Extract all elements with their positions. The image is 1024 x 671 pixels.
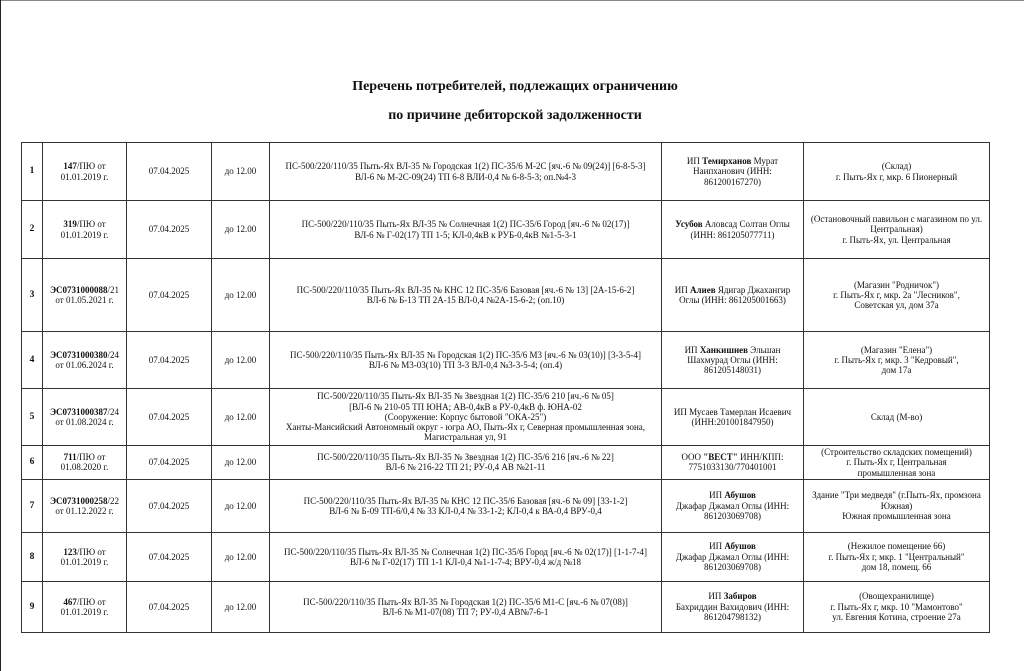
object-address (804, 259, 990, 332)
consumer-name: Темирханов (702, 156, 752, 167)
consumer-name: Ханкишиев (699, 344, 749, 355)
row-number: 6 (22, 446, 43, 480)
contract-number: 467 (63, 596, 77, 607)
supply-route (270, 201, 662, 259)
object-address (804, 143, 990, 201)
consumer-prefix: ИП Мусаев Тамерлан Исаевич (673, 406, 792, 417)
supply-route (270, 446, 662, 480)
document-subtitle: по причине дебиторской задолженности (388, 108, 642, 123)
table-row (22, 581, 990, 632)
contract-number: 711 (63, 452, 77, 463)
object-address (804, 201, 990, 259)
limit-date: 07.04.2025 (127, 332, 212, 389)
page-left-border (0, 0, 1, 671)
consumer-cell (662, 581, 804, 632)
supply-route-line: ВЛ-6 № Г-02(17) ТП 1-1 КЛ-0,4 №1-1-7-4; ВРУ-0,4 ж/д №18 (349, 556, 581, 567)
supply-route-line: ПС-500/220/110/35 Пыть-Ях ВЛ-35 № КНС 12 ПС-35/6 Базовая [яч.-6 № 13] [2А-15-6-2] (296, 284, 635, 295)
limit-time: до 12.00 (212, 479, 270, 532)
supply-route-line: ПС-500/220/110/35 Пыть-Ях ВЛ-35 № КНС 12 ПС-35/6 Базовая [яч.-6 № 09] [33-1-2] (303, 495, 628, 506)
supply-route (270, 143, 662, 201)
contract-date: от 01.08.2024 г. (55, 417, 114, 427)
object-address-line: Советская ул, дом 37а (854, 300, 939, 311)
consumer-prefix: ИП (708, 591, 724, 602)
limit-time: до 12.00 (212, 201, 270, 259)
supply-route (270, 389, 662, 446)
consumer-name: Усубов (675, 219, 703, 230)
supply-route-line: ВЛ-6 № 216-22 ТП 21; РУ-0,4 АВ №21-11 (385, 462, 546, 473)
contract-date: 01.01.2019 г. (60, 229, 109, 240)
limit-date: 07.04.2025 (127, 479, 212, 532)
limit-time: до 12.00 (212, 332, 270, 389)
object-address (804, 332, 990, 389)
table-row (22, 479, 990, 532)
consumer-cell (662, 332, 804, 389)
row-number: 9 (22, 581, 43, 632)
contract-cell (43, 143, 127, 201)
object-address-line: г. Пыть-Ях г, мкр. 6 Пионерный (835, 171, 958, 182)
contract-suffix: /24 (107, 406, 120, 417)
contract-number: ЭС0731000380 (49, 349, 108, 360)
contract-date: 01.01.2019 г. (60, 171, 109, 182)
consumer-details: Эльшан Шахмурад Оглы (ИНН: 861205148031) (687, 344, 781, 376)
limit-time: до 12.00 (212, 532, 270, 581)
row-number: 5 (22, 389, 43, 446)
limit-date: 07.04.2025 (127, 446, 212, 480)
supply-route-line: ПС-500/220/110/35 Пыть-Ях ВЛ-35 № Звездная 1(2) ПС-35/6 216 [яч.-6 № 22] (317, 452, 614, 463)
object-address-line: дом 17а (881, 365, 912, 376)
object-address-line: г. Пыть-Ях г, мкр. 3 "Кедровый", (834, 354, 959, 365)
object-address (804, 446, 990, 480)
supply-route-line: [ВЛ-6 № 210-05 ТП ЮНА; АВ-0,4кВ в РУ-0,4кВ ф. ЮНА-02 (349, 401, 582, 412)
contract-number: 319 (63, 219, 77, 230)
contract-date: 01.08.2020 г. (60, 462, 109, 473)
consumer-prefix: ООО (681, 452, 704, 463)
supply-route-line: ПС-500/220/110/35 Пыть-Ях ВЛ-35 № Солнечная 1(2) ПС-35/6 Город [яч.-6 № 02(17)] (301, 219, 630, 230)
contract-date: 01.01.2019 г. (60, 556, 109, 567)
contract-cell (43, 259, 127, 332)
supply-route-line: ВЛ-6 № М1-07(08) ТП 7; РУ-0,4 АВ№7-6-1 (382, 606, 549, 617)
contract-date: от 01.06.2024 г. (55, 360, 114, 370)
limit-time: до 12.00 (212, 143, 270, 201)
contract-cell (43, 581, 127, 632)
object-address-line: (Склад) (881, 161, 912, 172)
object-address-line: (Магазин "Елена") (860, 344, 933, 355)
object-address-line: промышленная зона (857, 467, 936, 478)
contract-number: ЭС0731000387 (49, 406, 108, 417)
object-address-line: (Строительство складских помещений) (821, 447, 972, 457)
contract-suffix: /22 (107, 495, 120, 506)
consumer-cell (662, 143, 804, 201)
consumer-details: ИНН/КПП: 7751033130/770401001 (688, 452, 784, 473)
object-address-line: (Овощехранилище) (859, 591, 934, 602)
consumer-details: Мурат Наипханович (ИНН: 861200167270) (693, 156, 779, 187)
contract-suffix: /ПЮ от (76, 596, 106, 607)
consumer-prefix: ИП (674, 284, 690, 295)
table-row (22, 446, 990, 480)
supply-route-line: (Сооружение: Корпус бытовой "ОКА-25") (384, 411, 547, 422)
supply-route (270, 332, 662, 389)
contract-suffix: /ПЮ от (76, 219, 106, 230)
consumer-details: Джафар Джамал Оглы (ИНН: 861203069708) (675, 551, 790, 573)
supply-route-line: ВЛ-6 № Г-02(17) ТП 1-5; КЛ-0,4кВ к РУБ-0,4кВ №1-5-3-1 (354, 229, 577, 240)
contract-number: 123 (63, 546, 77, 557)
table-row (22, 259, 990, 332)
row-number: 3 (22, 259, 43, 332)
consumer-prefix: ИП (684, 344, 700, 355)
consumer-name: Абушов (724, 541, 756, 552)
consumer-prefix: ИП (709, 490, 725, 501)
contract-date: от 01.12.2022 г. (55, 505, 114, 516)
contract-suffix: /ПЮ от (76, 546, 106, 557)
limit-date: 07.04.2025 (127, 581, 212, 632)
consumer-name: Алиев (690, 284, 716, 295)
row-number: 1 (22, 143, 43, 201)
object-address-line: (Остановочный павильон с магазином по ул. Центральная) (810, 214, 983, 235)
consumer-cell (662, 479, 804, 532)
supply-route (270, 581, 662, 632)
object-address-line: г. Пыть-Ях, ул. Центральная (842, 234, 951, 245)
object-address-line: Южная промышленная зона (842, 511, 951, 522)
object-address (804, 581, 990, 632)
consumer-details: (ИНН:201001847950) (691, 417, 774, 427)
limit-date: 07.04.2025 (127, 532, 212, 581)
contract-cell (43, 479, 127, 532)
limit-date: 07.04.2025 (127, 389, 212, 446)
contract-cell (43, 532, 127, 581)
consumer-details: Ядигар Джахангир Оглы (ИНН: 861205001663) (679, 284, 791, 305)
object-address-line: дом 18, помещ. 66 (861, 562, 932, 573)
consumer-cell (662, 201, 804, 259)
document-title: Перечень потребителей, подлежащих ограничению (352, 79, 678, 94)
consumer-cell (662, 446, 804, 480)
limit-time: до 12.00 (212, 259, 270, 332)
contract-number: 147 (63, 161, 77, 172)
row-number: 8 (22, 532, 43, 581)
row-number: 4 (22, 332, 43, 389)
supply-route (270, 532, 662, 581)
supply-route-line: ВЛ-6 № Б-09 ТП-6/0,4 № 33 КЛ-0,4 № 33-1-2; КЛ-0,4 к ВА-0,4 ВРУ-0,4 (329, 505, 602, 516)
object-address (804, 389, 990, 446)
contract-suffix: /21 (107, 284, 120, 295)
contract-suffix: /ПЮ от (76, 452, 106, 463)
contract-number: ЭС0731000088 (49, 284, 108, 295)
table-row (22, 332, 990, 389)
supply-route-line: ПС-500/220/110/35 Пыть-Ях ВЛ-35 № Городская 1(2) ПС-35/6 М3 [яч.-6 № 03(10)] [3-3-5-4] (290, 349, 641, 360)
limit-time: до 12.00 (212, 581, 270, 632)
consumer-name: Забиров (723, 591, 757, 602)
object-address (804, 479, 990, 532)
contract-cell (43, 201, 127, 259)
consumer-name: "ВЕСТ" (703, 452, 738, 463)
table-row (22, 201, 990, 259)
supply-route-line: ВЛ-6 № М-2С-09(24) ТП 6-8 ВЛИ-0,4 № 6-8-5-3; оп.№4-3 (354, 171, 577, 182)
contract-cell (43, 446, 127, 480)
table-row (22, 389, 990, 446)
consumer-name: Абушов (724, 490, 756, 501)
object-address-line: Здание "Три медведя" (г.Пыть-Ях, промзона Южная) (812, 490, 981, 511)
supply-route-line: ПС-500/220/110/35 Пыть-Ях ВЛ-35 № Городская 1(2) ПС-35/6 М-2С [яч.-6 № 09(24)] [6-8-5-3] (285, 161, 646, 172)
consumer-prefix: ИП (709, 541, 725, 552)
limit-time: до 12.00 (212, 446, 270, 480)
supply-route (270, 479, 662, 532)
contract-suffix: /24 (107, 349, 120, 360)
supply-route-line: ВЛ-6 № М3-03(10) ТП 3-3 ВЛ-0,4 №3-3-5-4; (оп.4) (368, 360, 563, 370)
supply-route-line: ВЛ-6 № Б-13 ТП 2А-15 ВЛ-0,4 №2А-15-6-2; (оп.10) (366, 295, 565, 305)
object-address-line: г. Пыть-Ях г, мкр. 2а "Лесников", (833, 289, 960, 300)
limit-time: до 12.00 (212, 389, 270, 446)
row-number: 2 (22, 201, 43, 259)
object-address-line: г. Пыть-Ях г, мкр. 1 "Центральный" (828, 551, 965, 562)
consumers-table (21, 142, 990, 633)
limit-date: 07.04.2025 (127, 143, 212, 201)
consumer-details: Джафар Джамал Оглы (ИНН: 861203069708) (675, 500, 790, 522)
object-address (804, 532, 990, 581)
contract-date: 01.01.2019 г. (60, 606, 109, 617)
consumer-cell (662, 532, 804, 581)
contract-suffix: /ПЮ от (76, 161, 106, 172)
supply-route-line: ПС-500/220/110/35 Пыть-Ях ВЛ-35 № Городская 1(2) ПС-35/6 М1-С [яч.-6 № 07(08)] (303, 596, 628, 607)
contract-cell (43, 332, 127, 389)
consumer-details: Аловсад Солтан Оглы (ИНН: 861205077711) (690, 219, 790, 240)
object-address-line: г. Пыть-Ях г, Центральная (846, 457, 947, 468)
consumer-cell (662, 389, 804, 446)
row-number: 7 (22, 479, 43, 532)
consumer-cell (662, 259, 804, 332)
supply-route-line: ПС-500/220/110/35 Пыть-Ях ВЛ-35 № Звездная 1(2) ПС-35/6 210 [яч.-6 № 05] (317, 391, 614, 402)
object-address-line: Склад (М-во) (870, 411, 923, 422)
consumer-prefix: ИП (686, 156, 703, 167)
object-address-line: (Магазин "Родничок") (853, 279, 940, 290)
supply-route-line: ПС-500/220/110/35 Пыть-Ях ВЛ-35 № Солнечная 1(2) ПС-35/6 Город [яч.-6 № 02(17)] [1-1-7-4] (284, 546, 647, 557)
table-row (22, 143, 990, 201)
supply-route (270, 259, 662, 332)
supply-route-line: Ханты-Мансийский Автономный округ - югра АО, Пыть-Ях г, Северная промышленная зона, Магистральная ул, 91 (285, 422, 646, 443)
limit-date: 07.04.2025 (127, 201, 212, 259)
table-row (22, 532, 990, 581)
limit-date: 07.04.2025 (127, 259, 212, 332)
contract-date: от 01.05.2021 г. (55, 295, 114, 305)
contract-cell (43, 389, 127, 446)
object-address-line: ул. Евгения Котина, строение 27а (832, 612, 961, 623)
object-address-line: (Нежилое помещение 66) (847, 541, 946, 552)
consumer-details: Бахриддин Вахидович (ИНН: 861204798132) (675, 601, 790, 623)
page-top-border (0, 0, 1024, 1)
contract-number: ЭС0731000258 (49, 495, 108, 506)
object-address-line: г. Пыть-Ях г, мкр. 10 "Мамонтово" (830, 601, 963, 612)
